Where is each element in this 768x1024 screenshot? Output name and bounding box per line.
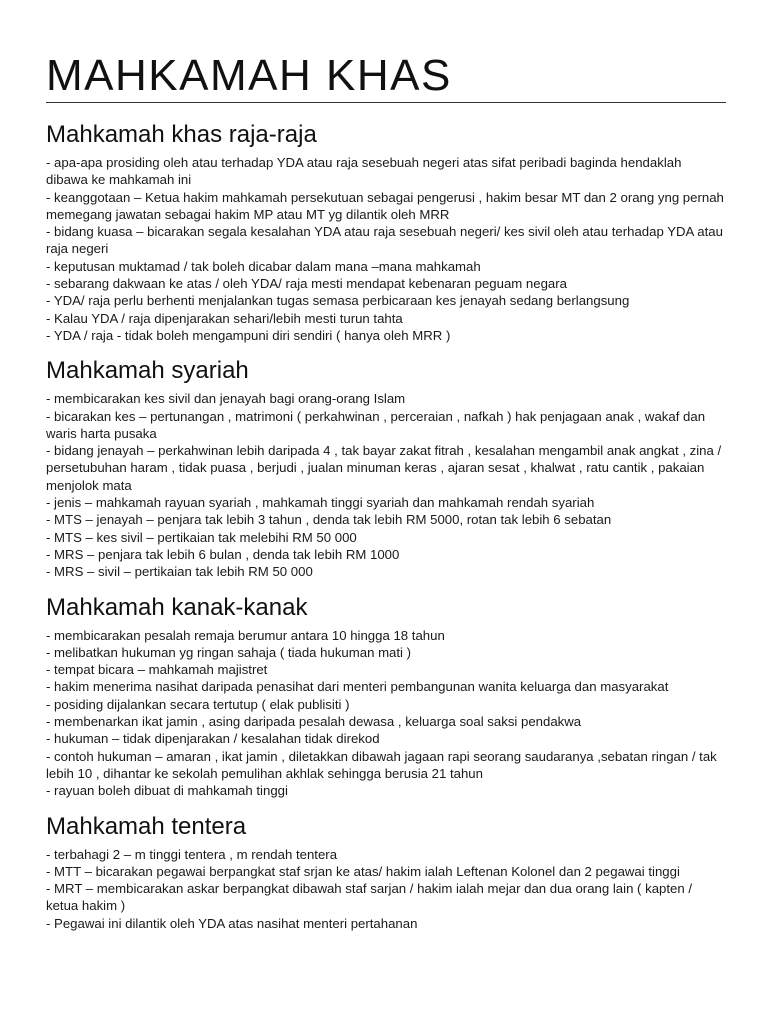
section-heading: Mahkamah syariah xyxy=(46,357,249,385)
list-item: - bicarakan kes – pertunangan , matrimoni ( perkahwinan , perceraian , nafkah ) hak penjagaan anak , wakaf dan waris harta pusaka xyxy=(46,408,706,441)
list-item: - terbahagi 2 – m tinggi tentera , m rendah tentera xyxy=(46,846,338,862)
document-body xyxy=(46,118,726,942)
title-divider xyxy=(46,102,726,103)
list-item: - MTS – jenayah – penjara tak lebih 3 tahun , denda tak lebih RM 5000, rotan tak lebih 6 sebatan xyxy=(46,512,612,528)
section-list xyxy=(46,154,726,344)
section-list xyxy=(46,846,726,932)
list-item: - MRS – sivil – pertikaian tak lebih RM 50 000 xyxy=(46,564,313,580)
list-item: - jenis – mahkamah rayuan syariah , mahkamah tinggi syariah dan mahkamah rendah syariah xyxy=(46,495,595,511)
list-item: - hukuman – tidak dipenjarakan / kesalahan tidak direkod xyxy=(46,731,380,747)
list-item: - rayuan boleh dibuat di mahkamah tinggi xyxy=(46,783,288,799)
section-list xyxy=(46,390,726,580)
list-item: - MTS – kes sivil – pertikaian tak melebihi RM 50 000 xyxy=(46,529,357,545)
list-item: - sebarang dakwaan ke atas / oleh YDA/ raja mesti mendapat kebenaran peguam negara xyxy=(46,276,567,292)
list-item: - bidang kuasa – bicarakan segala kesalahan YDA atau raja sesebuah negeri/ kes sivil oleh atau terhadap YDA atau raja negeri xyxy=(46,224,723,257)
list-item: - MRS – penjara tak lebih 6 bulan , denda tak lebih RM 1000 xyxy=(46,546,400,562)
list-item: - membenarkan ikat jamin , asing daripada pesalah dewasa , keluarga soal saksi pendakwa xyxy=(46,714,582,730)
list-item: - keputusan muktamad / tak boleh dicabar dalam mana –mana mahkamah xyxy=(46,258,481,274)
section-list xyxy=(46,627,726,800)
section-heading: Mahkamah kanak-kanak xyxy=(46,593,308,621)
list-item: - apa-apa prosiding oleh atau terhadap YDA atau raja sesebuah negeri atas sifat peribadi baginda hendaklah dibawa ke mahkamah ini xyxy=(46,155,682,188)
list-item: - MTT – bicarakan pegawai berpangkat staf srjan ke atas/ hakim ialah Leftenan Kolonel dan 2 pegawai tinggi xyxy=(46,863,680,879)
list-item: - tempat bicara – mahkamah majistret xyxy=(46,662,268,678)
list-item: - YDA / raja - tidak boleh mengampuni diri sendiri ( hanya oleh MRR ) xyxy=(46,327,451,343)
section-mahkamah-khas-raja-raja xyxy=(46,118,726,344)
list-item: - Kalau YDA / raja dipenjarakan sehari/lebih mesti turun tahta xyxy=(46,310,403,326)
list-item: - contoh hukuman – amaran , ikat jamin , diletakkan dibawah jagaan rapi seorang saudaranya ,sebatan ringan / tak lebih 10 , dihantar ke sekolah pemulihan akhlak sehingga berusia 21 tahun xyxy=(46,748,717,781)
list-item: - membicarakan pesalah remaja berumur antara 10 hingga 18 tahun xyxy=(46,627,445,643)
list-item: - hakim menerima nasihat daripada penasihat dari menteri pembangunan wanita keluarga dan masyarakat xyxy=(46,679,669,695)
document-title: MAHKAMAH KHAS xyxy=(46,51,452,100)
list-item: - bidang jenayah – perkahwinan lebih daripada 4 , tak bayar zakat fitrah , kesalahan mengambil anak angkat , zina / persetubuhan haram , tidak puasa , berjudi , jualan minuman keras , ajaran sesat , khalwat , ratu cantik , pakaian menjolok mata xyxy=(46,443,722,493)
section-mahkamah-syariah xyxy=(46,354,726,580)
list-item: - Pegawai ini dilantik oleh YDA atas nasihat menteri pertahanan xyxy=(46,915,418,931)
list-item: - YDA/ raja perlu berhenti menjalankan tugas semasa perbicaraan kes jenayah sedang berlangsung xyxy=(46,293,630,309)
section-heading: Mahkamah tentera xyxy=(46,812,247,840)
section-mahkamah-kanak-kanak xyxy=(46,591,726,800)
list-item: - MRT – membicarakan askar berpangkat dibawah staf sarjan / hakim ialah mejar dan dua orang lain ( kapten / ketua hakim ) xyxy=(46,881,693,914)
list-item: - posiding dijalankan secara tertutup ( elak publisiti ) xyxy=(46,696,350,712)
list-item: - melibatkan hukuman yg ringan sahaja ( tiada hukuman mati ) xyxy=(46,644,412,660)
list-item: - membicarakan kes sivil dan jenayah bagi orang-orang Islam xyxy=(46,391,406,407)
section-heading: Mahkamah khas raja-raja xyxy=(46,121,317,148)
section-mahkamah-tentera xyxy=(46,810,726,932)
list-item: - keanggotaan – Ketua hakim mahkamah persekutuan sebagai pengerusi , hakim besar MT dan 2 orang yng pernah memegang jawatan sebagai hakim MP atau MT yg dilantik oleh MRR xyxy=(46,189,724,222)
